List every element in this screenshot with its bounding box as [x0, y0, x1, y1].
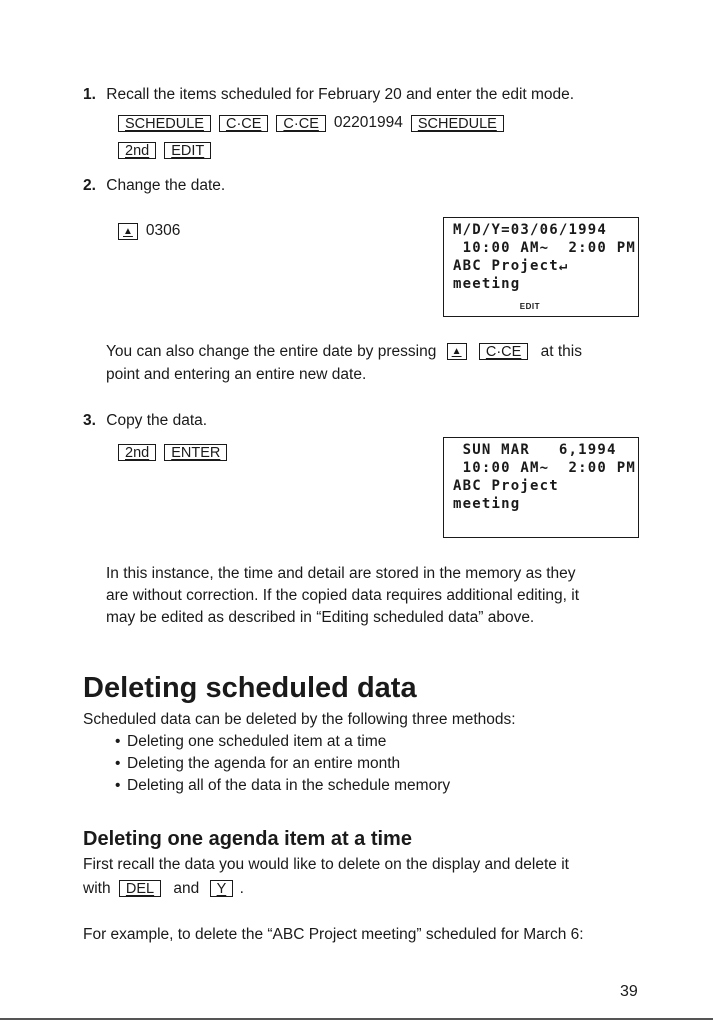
bullet-item: [115, 775, 450, 796]
key-sequence-2: [118, 142, 219, 159]
edit-key: EDIT: [164, 142, 211, 159]
step-number: 3.: [83, 412, 96, 429]
subsection-line-2: [83, 878, 244, 899]
lcd-line-4: meeting: [453, 496, 521, 512]
key-sequence-3: [118, 222, 188, 240]
section-intro: Scheduled data can be deleted by the following three methods:: [83, 711, 516, 728]
line-text: with: [83, 880, 111, 897]
bullet-text: Deleting all of the data in the schedule memory: [127, 777, 451, 794]
lcd-display-copied: [443, 437, 639, 538]
lcd-line-3: ABC Project↵: [453, 258, 569, 274]
step-text: Copy the data.: [106, 412, 208, 429]
bullet-item: [115, 731, 386, 752]
step-1: [83, 84, 574, 105]
lcd-line-2: 10:00 AM~ 2:00 PM: [453, 460, 636, 476]
bullet-text: Deleting one scheduled item at a time: [127, 733, 387, 750]
step-3-para-line-2: are without correction. If the copied data requires additional editing, it: [106, 587, 580, 604]
step-3: [83, 410, 207, 431]
line-text: and: [173, 880, 200, 897]
subsection-line-1: First recall the data you would like to delete on the display and delete it: [83, 856, 569, 873]
second-key: 2nd: [118, 142, 156, 159]
lcd-line-1: M/D/Y=03/06/1994: [453, 222, 608, 238]
step-text: Change the date.: [106, 177, 226, 194]
step-2-note-line-2: point and entering an entire new date.: [106, 366, 367, 383]
lcd-line-3: ABC Project: [453, 478, 559, 494]
subsection-heading: Deleting one agenda item at a time: [83, 828, 412, 850]
schedule-key: SCHEDULE: [118, 115, 211, 132]
key-value: 02201994: [333, 114, 403, 131]
step-3-para-line-1: In this instance, the time and detail are stored in the memory as they: [106, 565, 576, 582]
schedule-key: SCHEDULE: [411, 115, 504, 132]
step-2-note-line-1: [106, 341, 582, 362]
y-key: Y: [210, 880, 234, 897]
key-sequence-4: [118, 444, 235, 461]
enter-key: ENTER: [164, 444, 227, 461]
example-line: For example, to delete the “ABC Project meeting” scheduled for March 6:: [83, 926, 584, 943]
section-heading: Deleting scheduled data: [83, 672, 417, 704]
up-arrow-key: ▲: [447, 343, 467, 360]
step-3-para-line-3: may be edited as described in “Editing scheduled data” above.: [106, 609, 535, 626]
note-text: at this: [540, 343, 582, 360]
step-number: 1.: [83, 86, 96, 103]
lcd-line-1: SUN MAR 6,1994: [453, 442, 617, 458]
page-number: 39: [620, 983, 638, 1000]
key-sequence-1: [118, 114, 512, 132]
up-arrow-key: ▲: [118, 223, 138, 240]
bullet-item: [115, 753, 400, 774]
edit-indicator: EDIT: [519, 302, 540, 311]
lcd-line-4: meeting: [453, 276, 521, 292]
note-text: You can also change the entire date by pressing: [106, 343, 437, 360]
lcd-line-2: 10:00 AM~ 2:00 PM: [453, 240, 636, 256]
line-text: .: [239, 880, 244, 897]
cce-key: C·CE: [276, 115, 325, 132]
cce-key: C·CE: [219, 115, 268, 132]
step-number: 2.: [83, 177, 96, 194]
del-key: DEL: [119, 880, 161, 897]
step-text: Recall the items scheduled for February 20 and enter the edit mode.: [106, 86, 575, 103]
second-key: 2nd: [118, 444, 156, 461]
bullet-text: Deleting the agenda for an entire month: [127, 755, 401, 772]
lcd-display-edit: [443, 217, 639, 317]
key-value: 0306: [145, 222, 181, 239]
step-2: [83, 175, 225, 196]
cce-key: C·CE: [479, 343, 528, 360]
page-bottom-rule: [0, 1018, 713, 1020]
